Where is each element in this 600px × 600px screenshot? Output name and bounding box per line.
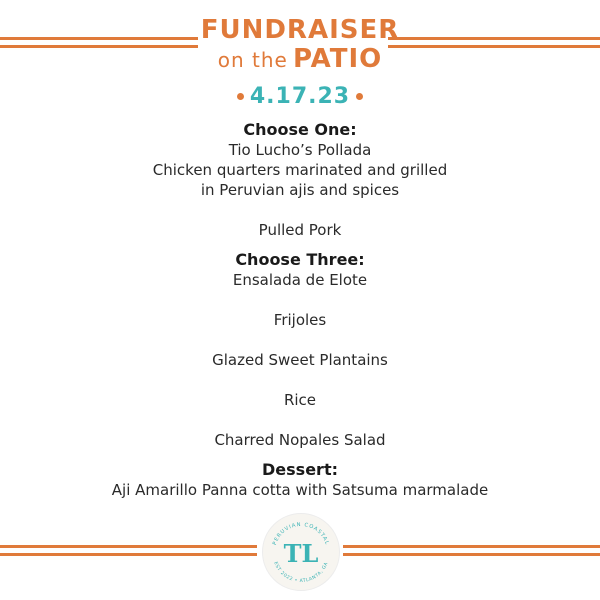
menu-item-description: Chicken quarters marinated and grilled: [152, 161, 448, 179]
event-header: [0, 14, 600, 112]
event-date: 4.17.23: [249, 84, 351, 109]
title-fundraiser: FUNDRAISER: [200, 15, 400, 45]
section-heading-choose-three: Choose Three:: [235, 250, 365, 269]
bottom-right-rule-1: [343, 545, 600, 548]
menu-item: Tio Lucho’s Pollada: [228, 141, 372, 159]
title-on-the-patio: [0, 44, 600, 77]
bottom-right-rule-2: [343, 553, 600, 556]
menu-item-description: in Peruvian ajis and spices: [200, 181, 400, 199]
bottom-left-rule-2: [0, 553, 257, 556]
menu: [0, 120, 600, 500]
logo-top-text: PERUVIAN COASTAL: [272, 521, 330, 547]
menu-item: Rice: [283, 391, 317, 409]
menu-item: Ensalada de Elote: [232, 271, 368, 289]
logo-emblem-icon: [263, 514, 339, 590]
menu-item: Aji Amarillo Panna cotta with Satsuma marmalade: [111, 481, 489, 499]
title-on-the: on the: [217, 48, 288, 72]
section-heading-dessert: Dessert:: [262, 460, 338, 479]
menu-item: Frijoles: [273, 311, 327, 329]
dot-right-icon: [356, 93, 363, 100]
logo-bottom-text: EST 2022 • ATLANTA, GA: [272, 561, 330, 585]
dot-left-icon: [237, 93, 244, 100]
menu-item: Glazed Sweet Plantains: [212, 351, 388, 369]
logo-monogram: TL: [283, 539, 319, 568]
restaurant-logo: [262, 513, 340, 591]
menu-item: Charred Nopales Salad: [214, 431, 386, 449]
date-line: [0, 83, 600, 112]
menu-item: Pulled Pork: [258, 221, 342, 239]
bottom-left-rule-1: [0, 545, 257, 548]
title-patio: PATIO: [292, 44, 383, 74]
section-heading-choose-one: Choose One:: [243, 120, 357, 139]
